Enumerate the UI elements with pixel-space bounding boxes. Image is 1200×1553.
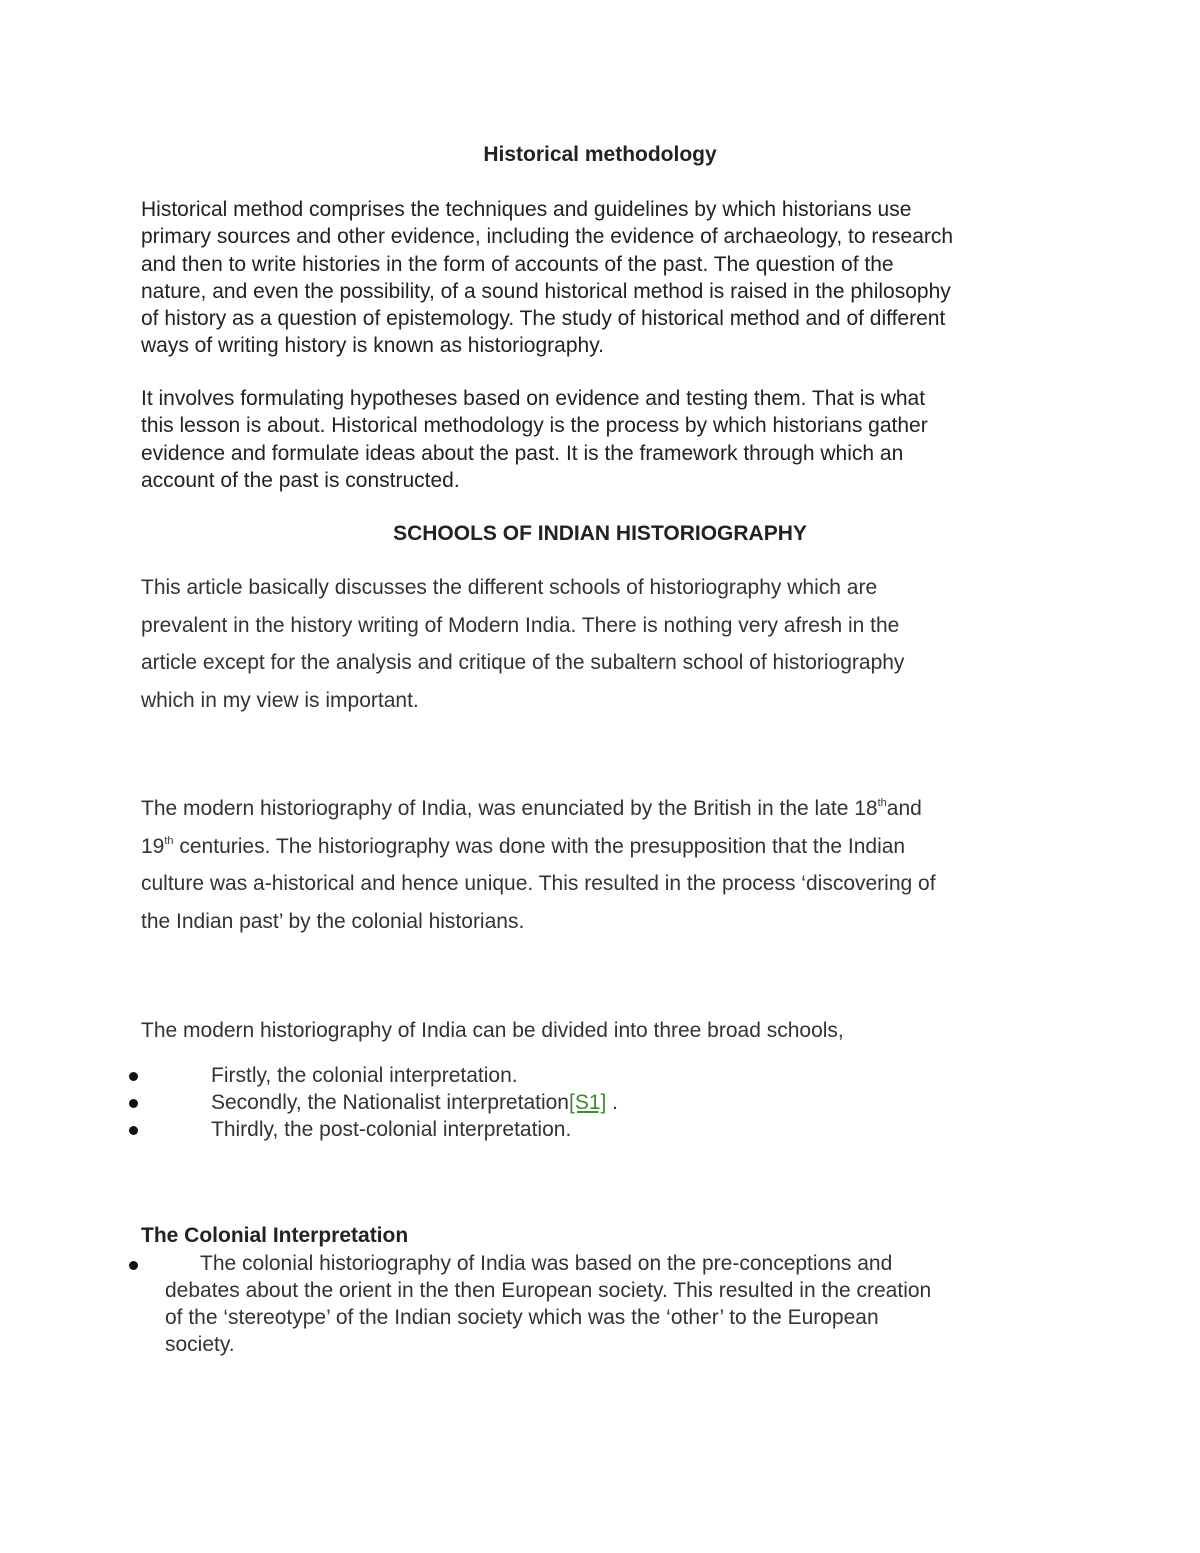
- superscript: th: [877, 797, 887, 809]
- list-item-text: Thirdly, the post-colonial interpretation.: [211, 1118, 572, 1141]
- text-line: nature, and even the possibility, of a sound historical method is raised in the philosophy: [141, 279, 951, 303]
- bullet-icon: [129, 1072, 138, 1081]
- section-heading: The Colonial Interpretation: [141, 1224, 409, 1247]
- text-span: .: [606, 1091, 619, 1114]
- text-line: The modern historiography of India can be divided into three broad schools,: [141, 1019, 844, 1042]
- text-span: Secondly, the Nationalist interpretation: [211, 1091, 569, 1114]
- text-line: This article basically discusses the different schools of historiography which are: [141, 576, 878, 599]
- bullet-icon: [129, 1099, 138, 1108]
- text-line: primary sources and other evidence, including the evidence of archaeology, to research: [141, 225, 954, 249]
- text-span: centuries. The historiography was done with the presupposition that the Indian: [173, 834, 906, 858]
- text-line: the Indian past’ by the colonial historians.: [141, 909, 525, 933]
- intro-paragraph: [141, 196, 1061, 360]
- page-title: Historical methodology: [483, 143, 717, 166]
- text-line: [141, 828, 1061, 866]
- text-line: evidence and formulate ideas about the past. It is the framework through which an: [141, 441, 904, 465]
- text-line: which in my view is important.: [141, 688, 419, 712]
- article-paragraph: [141, 569, 1061, 719]
- bullet-icon: [129, 1261, 138, 1270]
- superscript: th: [164, 834, 174, 847]
- text-line: ways of writing history is known as historiography.: [141, 334, 604, 358]
- text-line: prevalent in the history writing of Modern India. There is nothing very afresh in the: [141, 613, 900, 637]
- comment-reference-link[interactable]: [S1]: [568, 1091, 607, 1114]
- list-item-text: [211, 1089, 618, 1116]
- text-line: Historical method comprises the techniques and guidelines by which historians use: [141, 198, 912, 221]
- modern-paragraph: [141, 790, 1061, 940]
- colonial-paragraph: [165, 1250, 1065, 1358]
- text-line: It involves formulating hypotheses based on evidence and testing them. That is what: [141, 387, 926, 410]
- text-span: The modern historiography of India, was enunciated by the British in the late 18: [141, 797, 878, 820]
- text-line: The colonial historiography of India was based on the pre-conceptions and: [165, 1252, 893, 1275]
- text-line: [141, 790, 1061, 828]
- text-line: of the ‘stereotype’ of the Indian society which was the ‘other’ to the European: [165, 1306, 879, 1329]
- involves-paragraph: [141, 385, 1061, 494]
- text-line: this lesson is about. Historical methodology is the process by which historians gather: [141, 414, 928, 438]
- text-line: of history as a question of epistemology. The study of historical method and of different: [141, 307, 946, 331]
- text-line: culture was a-historical and hence unique. This resulted in the process ‘discovering of: [141, 872, 936, 895]
- text-line: article except for the analysis and critique of the subaltern school of historiography: [141, 651, 905, 674]
- text-line: debates about the orient in the then European society. This resulted in the creation: [165, 1279, 932, 1302]
- text-line: society.: [165, 1333, 235, 1356]
- bullet-icon: [129, 1126, 138, 1135]
- text-span: and: [886, 797, 922, 820]
- divided-paragraph: [141, 1012, 1061, 1050]
- list-item-text: Firstly, the colonial interpretation.: [211, 1064, 518, 1087]
- text-line: and then to write histories in the form of accounts of the past. The question of the: [141, 252, 894, 276]
- text-line: account of the past is constructed.: [141, 468, 460, 492]
- text-span: 19: [141, 834, 165, 858]
- schools-heading: SCHOOLS OF INDIAN HISTORIOGRAPHY: [393, 522, 807, 545]
